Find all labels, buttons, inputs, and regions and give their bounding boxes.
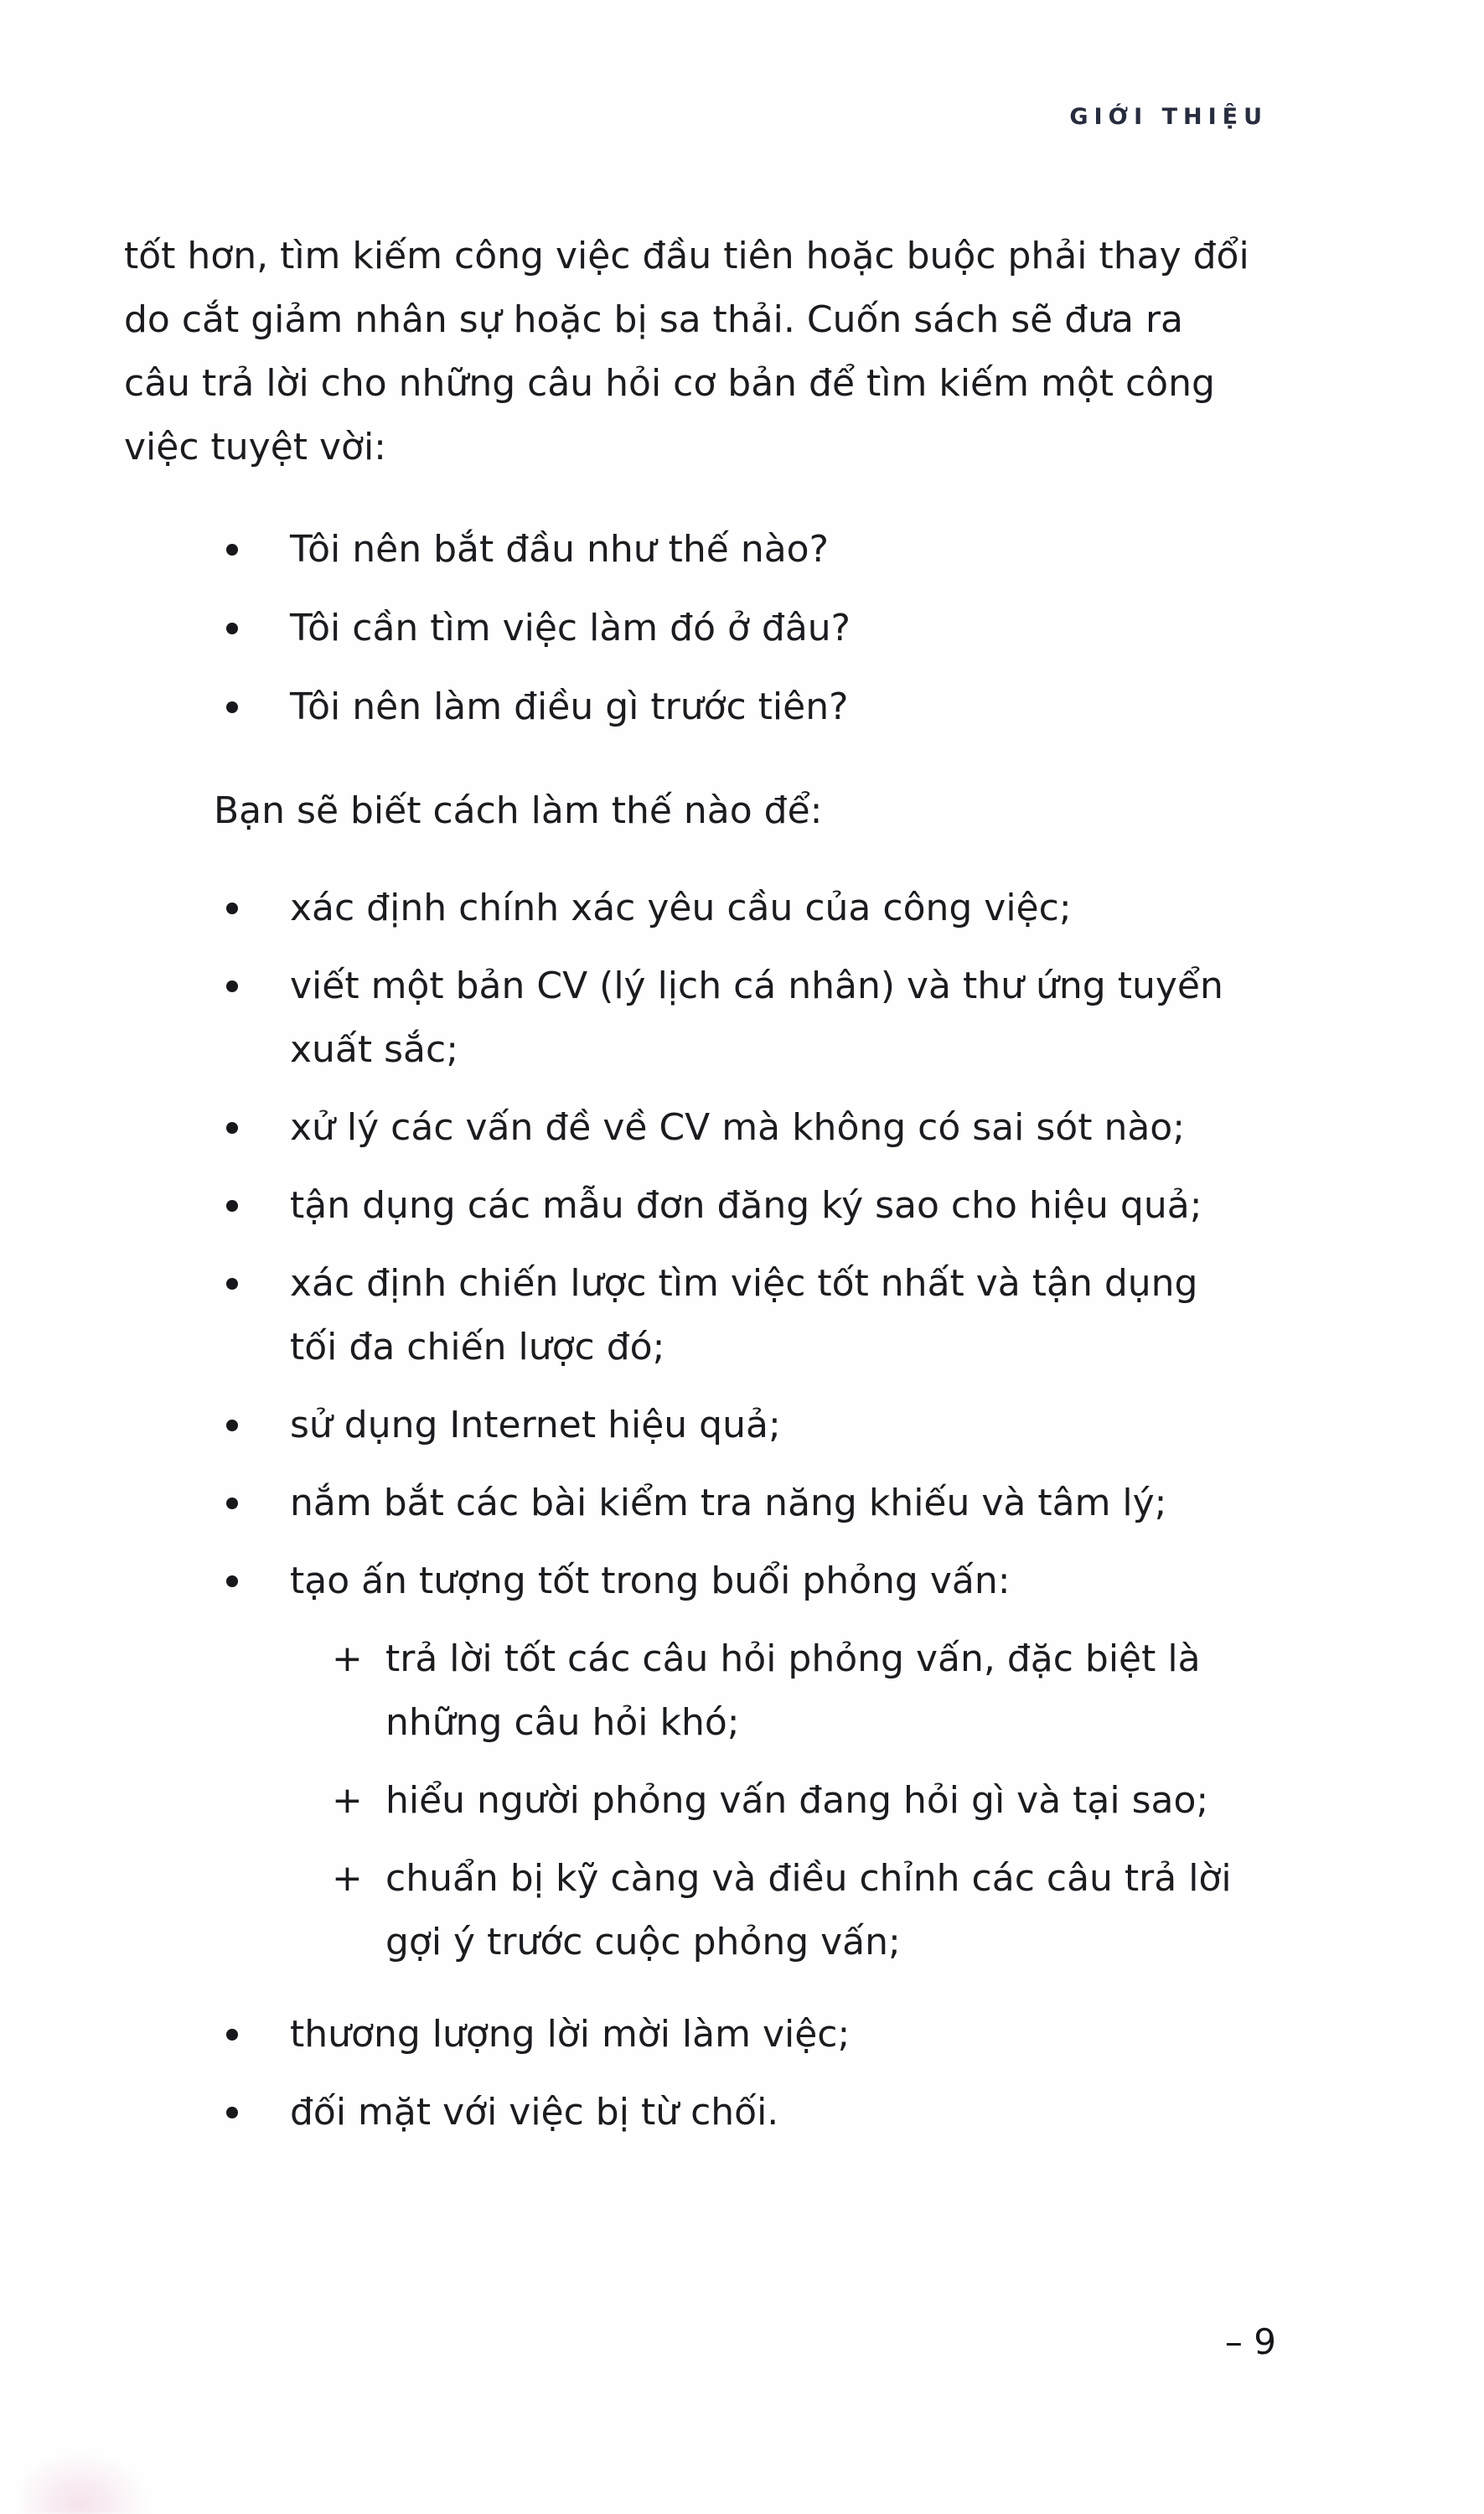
list-item-text: đối mặt với việc bị từ chối. [290, 2091, 779, 2134]
sub-list-item [290, 1847, 1254, 1974]
plus-bullet-icon: + [332, 1779, 363, 1822]
list-item-text-wrap [290, 1549, 1254, 1989]
list-item [226, 1472, 1254, 1535]
bullet-icon [226, 701, 238, 713]
bullet-icon [226, 1498, 238, 1509]
plus-bullet-icon: + [332, 1637, 363, 1680]
running-header: GIỚI THIỆU [1069, 104, 1268, 130]
list-item [226, 2081, 1254, 2144]
bullet-icon [226, 1278, 238, 1290]
sub-list-item-text: hiểu người phỏng vấn đang hỏi gì và tại sao; [385, 1779, 1209, 1822]
list-item-text-wrap [290, 518, 1254, 582]
list-item-text: Tôi cần tìm việc làm đó ở đâu? [290, 607, 851, 649]
bullet-cell [226, 877, 290, 940]
list-item-text: xử lý các vấn đề về CV mà không có sai sót nào; [290, 1106, 1186, 1149]
bullet-icon [226, 1122, 238, 1134]
bullet-cell [226, 1096, 290, 1160]
list-item-text-wrap [290, 954, 1254, 1082]
intro-paragraph: tốt hơn, tìm kiếm công việc đầu tiên hoặc buộc phải thay đổi do cắt giảm nhân sự hoặc bị sa thải. Cuốn sách sẽ đưa ra câu trả lời cho những câu hỏi cơ bản để tìm kiếm một công việc tuyệt vời: [124, 235, 1249, 468]
page-number: – 9 [1224, 2321, 1276, 2362]
list-item-text: nắm bắt các bài kiểm tra năng khiếu và tâm lý; [290, 1482, 1167, 1524]
bullet-icon [226, 2029, 238, 2041]
sub-list-item [290, 1627, 1254, 1755]
bullet-cell [226, 1394, 290, 1457]
list-item [226, 1096, 1254, 1160]
list-item [226, 1174, 1254, 1238]
questions-list [226, 518, 1254, 739]
list-item-text: Tôi nên bắt đầu như thế nào? [290, 528, 829, 571]
bullet-cell [226, 2081, 290, 2144]
list-item [226, 518, 1254, 582]
bullet-cell [226, 1549, 290, 1989]
list-item-text-wrap [290, 2081, 1254, 2144]
skills-lead: Bạn sẽ biết cách làm thế nào để: [214, 789, 823, 832]
sub-list-item-text: chuẩn bị kỹ càng và điều chỉnh các câu trả lời gợi ý trước cuộc phỏng vấn; [385, 1857, 1232, 1963]
bullet-cell [226, 1252, 290, 1379]
sub-list-item [290, 1769, 1254, 1833]
list-item-text-wrap [290, 1394, 1254, 1457]
bullet-cell [226, 675, 290, 739]
bullet-icon [226, 903, 238, 914]
list-item-text: xác định chính xác yêu cầu của công việc; [290, 887, 1072, 929]
bullet-icon [226, 1200, 238, 1212]
sub-list-item-text: trả lời tốt các câu hỏi phỏng vấn, đặc biệt là những câu hỏi khó; [385, 1637, 1201, 1744]
bullet-icon [226, 1575, 238, 1587]
bullet-cell [226, 1472, 290, 1535]
list-item-text-wrap [290, 877, 1254, 940]
plus-bullet-icon: + [332, 1857, 363, 1900]
bullet-icon [226, 623, 238, 634]
scan-artifact [23, 2451, 149, 2514]
list-item [226, 1549, 1254, 1989]
list-item-text-wrap [290, 1252, 1254, 1379]
list-item-text: xác định chiến lược tìm việc tốt nhất và tận dụng tối đa chiến lược đó; [290, 1262, 1198, 1368]
bullet-cell [226, 954, 290, 1082]
list-item-text: sử dụng Internet hiệu quả; [290, 1404, 781, 1446]
bullet-cell [226, 2003, 290, 2067]
bullet-cell [226, 597, 290, 660]
list-item [226, 2003, 1254, 2067]
list-item-text-wrap [290, 1096, 1254, 1160]
list-item-text-wrap [290, 597, 1254, 660]
list-item-text-wrap [290, 1472, 1254, 1535]
list-item-text-wrap [290, 2003, 1254, 2067]
bullet-icon [226, 980, 238, 992]
skills-list [226, 877, 1254, 2144]
list-item [226, 954, 1254, 1082]
list-item-text: tạo ấn tượng tốt trong buổi phỏng vấn: [290, 1560, 1011, 1602]
bullet-icon [226, 544, 238, 556]
bullet-icon [226, 1420, 238, 1431]
list-item-text: tận dụng các mẫu đơn đăng ký sao cho hiệu quả; [290, 1184, 1202, 1227]
list-item-text-wrap [290, 1174, 1254, 1238]
list-item-text: viết một bản CV (lý lịch cá nhân) và thư ứng tuyển xuất sắc; [290, 965, 1223, 1071]
list-item [226, 877, 1254, 940]
list-item-text: Tôi nên làm điều gì trước tiên? [290, 685, 849, 728]
bullet-cell [226, 1174, 290, 1238]
list-item [226, 1394, 1254, 1457]
list-item-text: thương lượng lời mời làm việc; [290, 2013, 851, 2056]
sub-list [290, 1627, 1254, 1974]
list-item [226, 675, 1254, 739]
list-item-text-wrap [290, 675, 1254, 739]
list-item [226, 1252, 1254, 1379]
page-content [124, 225, 1254, 2159]
list-item [226, 597, 1254, 660]
bullet-icon [226, 2107, 238, 2118]
bullet-cell [226, 518, 290, 582]
